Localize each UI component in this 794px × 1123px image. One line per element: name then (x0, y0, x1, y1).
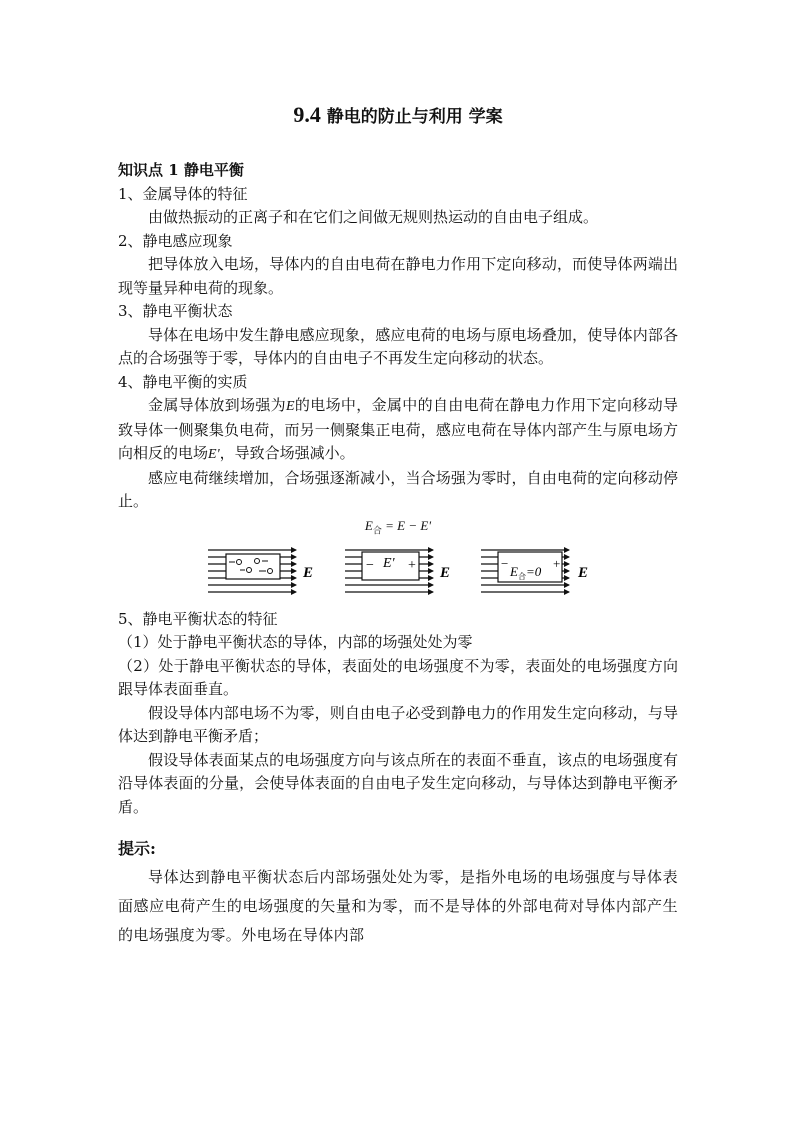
electrostatic-equilibrium-figure (118, 538, 678, 604)
document-body (118, 103, 678, 950)
section-4-paragraph-1 (118, 394, 678, 467)
section-5-paragraph-1: 假设导体内部电场不为零，则自由电子必受到静电力的作用发生定向移动，与导体达到静电平衡矛盾； (118, 703, 678, 745)
section-3-heading: 3、静电平衡状态 (118, 302, 233, 320)
section-1-heading: 1、金属导体的特征 (118, 184, 248, 203)
tip-paragraph: 导体达到静电平衡状态后内部场强处处为零，是指外电场的电场强度与导体表面感应电荷产生的电场强度的矢量和为零，而不是导体的外部电荷对导体内部产生的电场强度为零。外电场在导体内部 (118, 868, 678, 944)
section-5-paragraph-2: 假设导体表面某点的电场强度方向与该点所在的表面不垂直，该点的电场强度有沿导体表面的分量，会使导体表面的自由电子发生定向移动，与导体达到静电平衡矛盾。 (118, 750, 678, 816)
net-field-label (509, 564, 542, 581)
title-number: 9.4 (293, 102, 321, 127)
section-1-paragraph: 由做热振动的正离子和在它们之间做无规则热运动的自由电子组成。 (148, 208, 599, 226)
field-label-1: E (303, 564, 314, 581)
section-2-paragraph: 把导体放入电场，导体内的自由电荷在静电力作用下定向移动，而使导体两端出现等量异种电荷的现象。 (118, 255, 678, 297)
formula-lhs: E (364, 517, 373, 533)
plus-sign: + (553, 555, 561, 571)
formula-rhs: = E − E' (381, 517, 432, 533)
tip-heading: 提示: (118, 839, 156, 858)
net-field-subscript: 合 (517, 571, 526, 581)
section-5-heading: 5、静电平衡状态的特征 (118, 609, 278, 628)
section-3-paragraph: 导体在电场中发生静电感应现象，感应电荷的电场与原电场叠加，使导体内部各点的合场强等于零，导体内的自由电子不再发生定向移动的状态。 (118, 325, 678, 367)
section-4-heading: 4、静电平衡的实质 (118, 372, 248, 391)
section-5-item-2: （2）处于静电平衡状态的导体，表面处的电场强度不为零，表面处的电场强度方向跟导体表面垂直。 (118, 656, 678, 698)
plus-sign: + (408, 557, 416, 573)
net-field-symbol: E (510, 563, 518, 579)
minus-sign: − (501, 555, 509, 571)
field-label-2: E (440, 564, 451, 581)
figure-panel-2 (345, 550, 450, 592)
text-run: ，导致合场强减小。 (219, 444, 355, 462)
section-5-item-1: （1）处于静电平衡状态的导体，内部的场强处处为零 (118, 633, 473, 651)
title-text: 静电的防止与利用 学案 (326, 107, 503, 127)
text-run: 的电场中，金属中的自由电荷在静电力作用下定向移动导致导体一侧聚集负电荷，而另一侧聚集正电荷，感应电荷在导体内部产生与原电场方向相反的电场 (118, 396, 678, 462)
field-label-3: E (578, 564, 589, 581)
net-field-value: =0 (525, 563, 542, 579)
section-2-heading: 2、静电感应现象 (118, 231, 233, 250)
knowledge-point-heading: 知识点 1 静电平衡 (118, 161, 244, 179)
figure-panel-1 (208, 550, 313, 592)
induced-field-label: E' (383, 555, 395, 571)
formula (118, 518, 678, 536)
symbol-e: E (286, 399, 295, 414)
minus-sign: − (366, 557, 374, 573)
formula-subscript: 合 (372, 525, 382, 536)
figure-panel-3 (481, 550, 588, 592)
section-4-paragraph-2: 感应电荷继续增加，合场强逐渐减小，当合场强为零时，自由电荷的定向移动停止。 (118, 468, 678, 510)
symbol-e-prime: E' (208, 447, 220, 462)
text-run: 金属导体放到场强为 (148, 396, 287, 414)
page-title (118, 103, 678, 129)
